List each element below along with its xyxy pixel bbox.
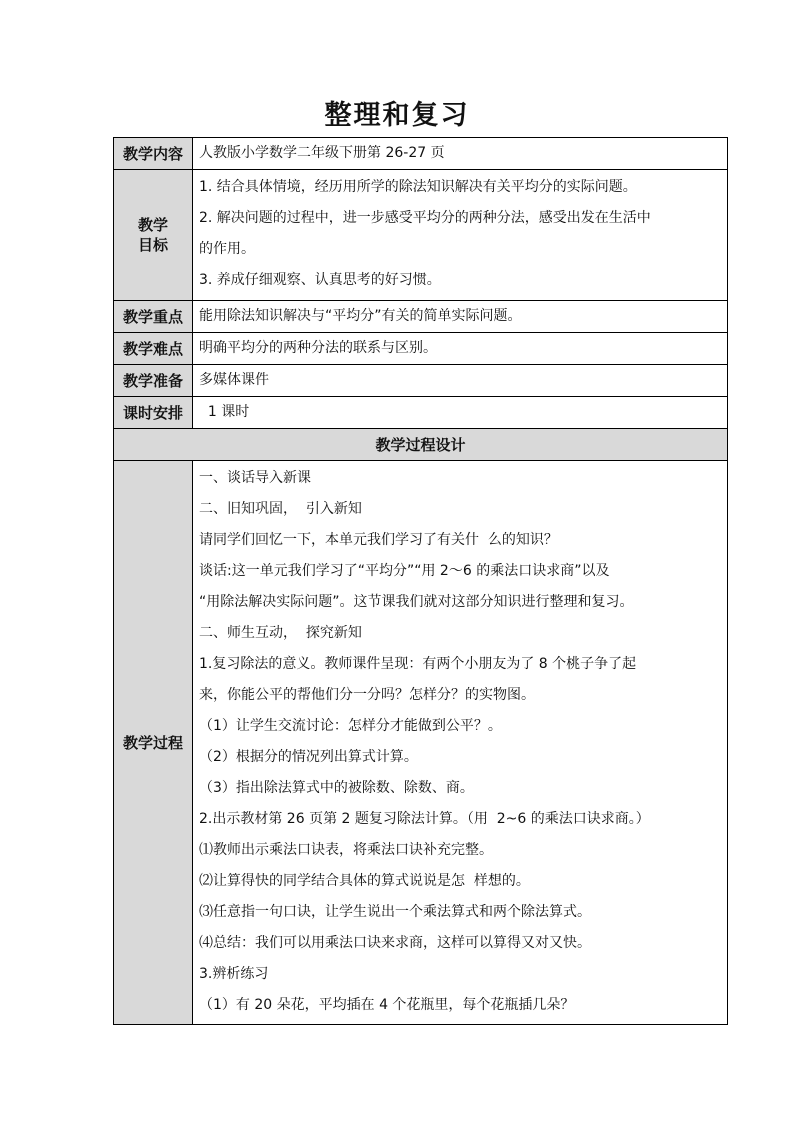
label-goals-line2: 目标: [137, 236, 168, 254]
label-key-point: 教学重点: [114, 301, 193, 333]
page-title: 整理和复习: [324, 100, 470, 131]
value-content: 人教版小学数学二年级下册第 26-27 页: [193, 138, 728, 170]
row-preparation: [114, 365, 728, 397]
section-heading: 教学过程设计: [114, 429, 728, 461]
process-line: （1）有 20 朵花，平均插在 4 个花瓶里，每个花瓶插几朵？: [199, 997, 575, 1013]
label-schedule: 课时安排: [114, 397, 193, 429]
value-process: [193, 461, 728, 1025]
label-goals-line1: 教学: [137, 216, 168, 234]
goal-line: 2. 解决问题的过程中，进一步感受平均分的两种分法，感受出发在生活中: [199, 210, 651, 226]
process-line: ⑵让算得快的同学结合具体的算式说说是怎 样想的。: [199, 873, 530, 889]
label-content: 教学内容: [114, 138, 193, 170]
row-difficulty: [114, 333, 728, 365]
goal-line: 3. 养成仔细观察、认真思考的好习惯。: [199, 272, 441, 288]
row-schedule: [114, 397, 728, 429]
value-key-point: 能用除法知识解决与“平均分”有关的简单实际问题。: [193, 301, 728, 333]
process-line: “用除法解决实际问题”。这节课我们就对这部分知识进行整理和复习。: [199, 594, 634, 610]
process-line: （2）根据分的情况列出算式计算。: [199, 749, 418, 765]
value-schedule: 1 课时: [193, 397, 728, 429]
label-preparation: 教学准备: [114, 365, 193, 397]
value-difficulty: 明确平均分的两种分法的联系与区别。: [193, 333, 728, 365]
goal-line: 的作用。: [199, 241, 255, 257]
lesson-plan-table: [113, 137, 728, 1025]
row-key-point: [114, 301, 728, 333]
process-line: 二、师生互动， 探究新知: [199, 625, 362, 641]
row-process: [114, 461, 728, 1025]
process-line: 来，你能公平的帮他们分一分吗？怎样分？的实物图。: [199, 687, 535, 703]
label-process: 教学过程: [114, 461, 193, 1025]
process-line: ⑴教师出示乘法口诀表，将乘法口诀补充完整。: [199, 842, 493, 858]
row-content: [114, 138, 728, 170]
process-line: 一、谈话导入新课: [199, 470, 311, 486]
process-line: ⑶任意指一句口诀，让学生说出一个乘法算式和两个除法算式。: [199, 904, 591, 920]
process-line: （3）指出除法算式中的被除数、除数、商。: [199, 780, 474, 796]
process-line: 2.出示教材第 26 页第 2 题复习除法计算。（用 2~6 的乘法口诀求商。）: [199, 811, 650, 827]
row-goals: [114, 170, 728, 301]
goal-line: 1. 结合具体情境，经历用所学的除法知识解决有关平均分的实际问题。: [199, 179, 637, 195]
value-goals: [193, 170, 728, 301]
process-line: （1）让学生交流讨论：怎样分才能做到公平？。: [199, 718, 502, 734]
process-line: 二、旧知巩固， 引入新知: [199, 501, 362, 517]
label-difficulty: 教学难点: [114, 333, 193, 365]
value-preparation: 多媒体课件: [193, 365, 728, 397]
label-goals: [114, 170, 193, 301]
row-process-heading: [114, 429, 728, 461]
process-line: 请同学们回忆一下，本单元我们学习了有关什 么的知识？: [199, 532, 558, 548]
process-line: 1.复习除法的意义。教师课件呈现：有两个小朋友为了 8 个桃子争了起: [199, 656, 637, 672]
process-line: 谈话:这一单元我们学习了“平均分”“用 2～6 的乘法口诀求商”以及: [199, 563, 610, 579]
process-line: 3.辨析练习: [199, 966, 269, 982]
process-line: ⑷总结：我们可以用乘法口诀来求商，这样可以算得又对又快。: [199, 935, 591, 951]
